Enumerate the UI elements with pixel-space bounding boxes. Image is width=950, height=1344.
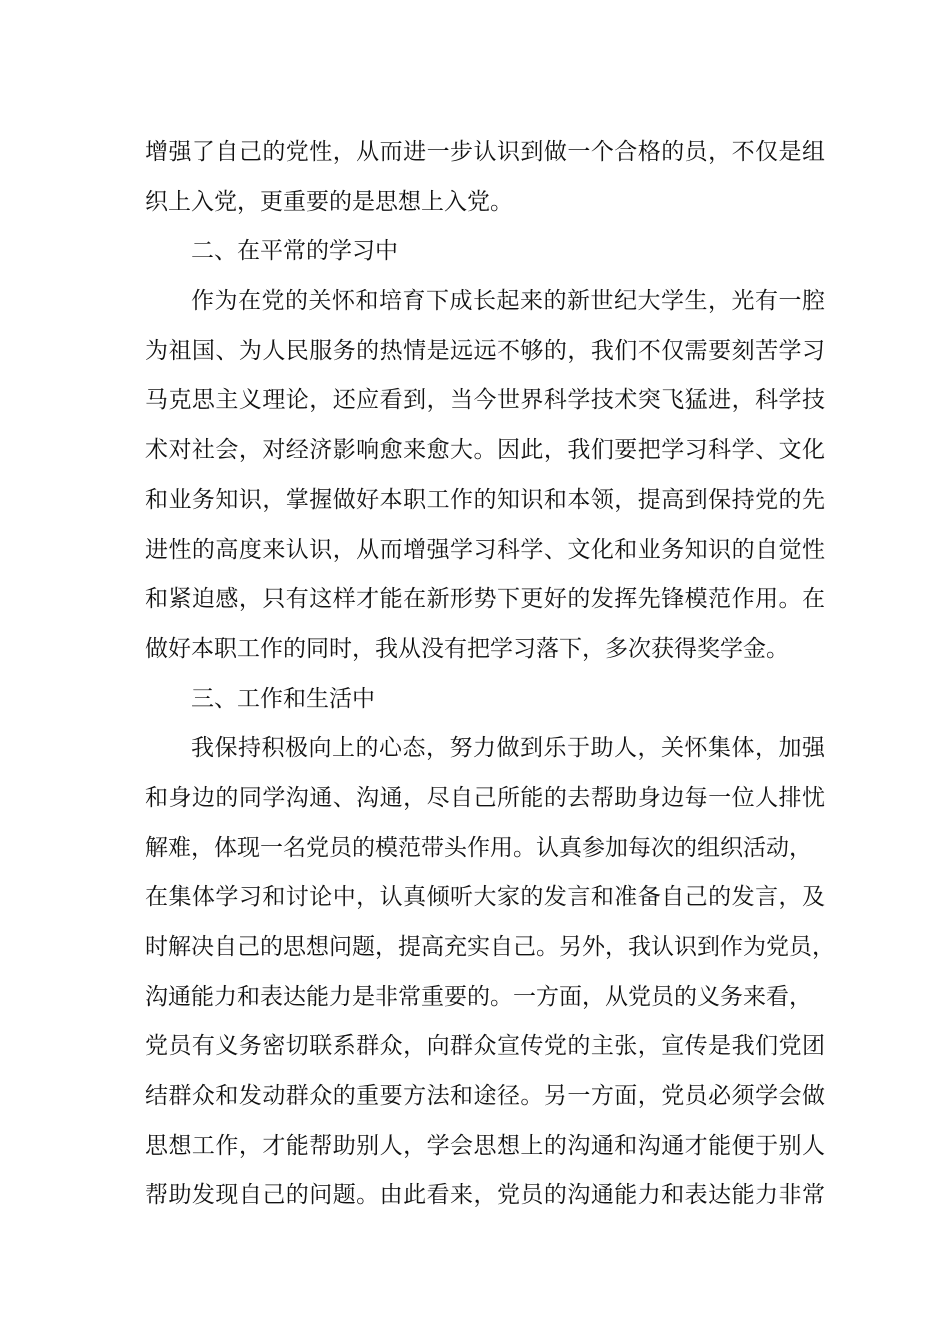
text-line: 和身边的同学沟通、沟通，尽自己所能的去帮助身边每一位人排忧	[145, 784, 825, 811]
text-line: 时解决自己的思想问题，提高充实自己。另外，我认识到作为党员，	[145, 934, 835, 960]
text-line: 马克思主义理论，还应看到，当今世界科学技术突飞猛进，科学技	[145, 387, 825, 414]
text-line: 和业务知识，掌握做好本职工作的知识和本领，提高到保持党的先	[145, 486, 825, 513]
text-line: 帮助发现自己的问题。由此看来，党员的沟通能力和表达能力非常	[145, 1182, 825, 1209]
text-line: 织上入党，更重要的是思想上入党。	[145, 188, 513, 215]
text-line: 沟通能力和表达能力是非常重要的。一方面，从党员的义务来看，	[145, 983, 812, 1010]
text-line: 我保持积极向上的心态，努力做到乐于助人，关怀集体，加强	[191, 735, 825, 762]
text-line: 增强了自己的党性，从而进一步认识到做一个合格的员，不仅是组	[145, 139, 825, 165]
section-heading: 二、在平常的学习中	[191, 238, 398, 265]
text-line: 术对社会，对经济影响愈来愈大。因此，我们要把学习科学、文化	[145, 437, 825, 464]
text-line: 党员有义务密切联系群众，向群众宣传党的主张，宣传是我们党团	[145, 1033, 825, 1060]
text-line: 思想工作，才能帮助别人，学会思想上的沟通和沟通才能便于别人	[145, 1132, 825, 1159]
text-line: 做好本职工作的同时，我从没有把学习落下，多次获得奖学金。	[145, 635, 789, 662]
text-line: 进性的高度来认识，从而增强学习科学、文化和业务知识的自觉性	[145, 536, 825, 563]
text-line: 解难，体现一名党员的模范带头作用。认真参加每次的组织活动，	[145, 834, 812, 861]
text-line: 在集体学习和讨论中，认真倾听大家的发言和准备自己的发言，及	[145, 884, 825, 911]
text-line: 作为在党的关怀和培育下成长起来的新世纪大学生，光有一腔	[191, 288, 825, 315]
text-line: 结群众和发动群众的重要方法和途径。另一方面，党员必须学会做	[145, 1083, 825, 1110]
text-line: 和紧迫感，只有这样才能在新形势下更好的发挥先锋模范作用。在	[145, 586, 825, 613]
section-heading: 三、工作和生活中	[191, 685, 375, 712]
document-body	[145, 128, 835, 1221]
text-line: 为祖国、为人民服务的热情是远远不够的，我们不仅需要刻苦学习	[145, 337, 825, 364]
